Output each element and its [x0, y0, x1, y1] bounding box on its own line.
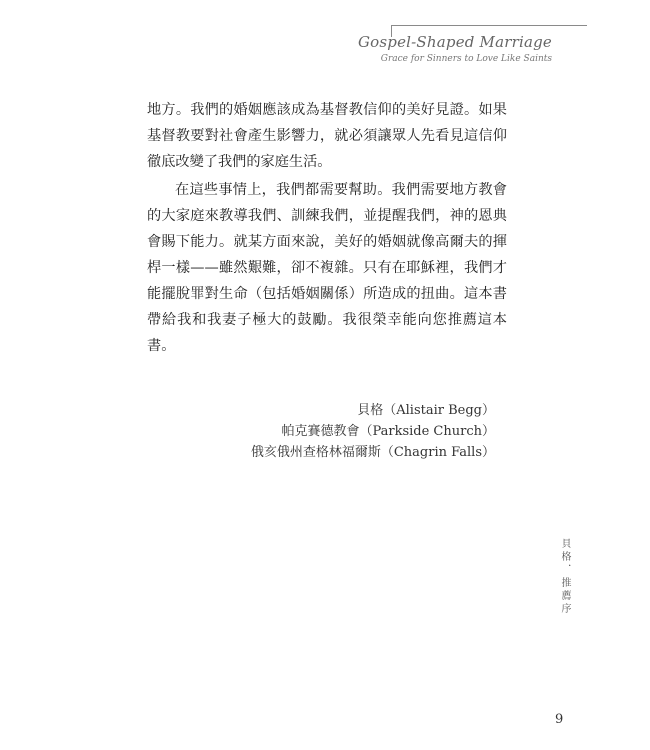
paragraph-2: 在這些事情上，我們都需要幫助。我們需要地方教會的大家庭來教導我們、訓練我們，並提醒我們，神的恩典會賜下能力。就某方面來說，美好的婚姻就像高爾夫的揮桿一樣——雖然艱難，卻不複雜。只有在耶穌裡，我們才能擺脫罪對生命（包括婚姻關係）所造成的扭曲。這本書帶給我和我妻子極大的鼓勵。我很榮幸能向您推薦這本書。: [147, 182, 507, 354]
header-rule: [391, 25, 587, 26]
signature-block: [251, 400, 495, 463]
page-number: 9: [555, 712, 564, 727]
signature-name: 貝格（Alistair Begg）: [357, 403, 495, 418]
paragraph-1: 地方。我們的婚姻應該成為基督教信仰的美好見證。如果基督教要對社會產生影響力，就必須讓眾人先看見這信仰徹底改變了我們的家庭生活。: [147, 102, 507, 170]
running-header-title: Gospel-Shaped Marriage: [357, 33, 552, 51]
signature-location: 俄亥俄州查格林福爾斯（Chagrin Falls）: [250, 445, 495, 460]
signature-church: 帕克賽德教會（Parkside Church）: [281, 424, 495, 439]
side-section-label: 貝格．推薦序: [559, 538, 570, 616]
running-header-subtitle: Grace for Sinners to Love Like Saints: [380, 54, 552, 64]
body-text: [147, 97, 507, 359]
